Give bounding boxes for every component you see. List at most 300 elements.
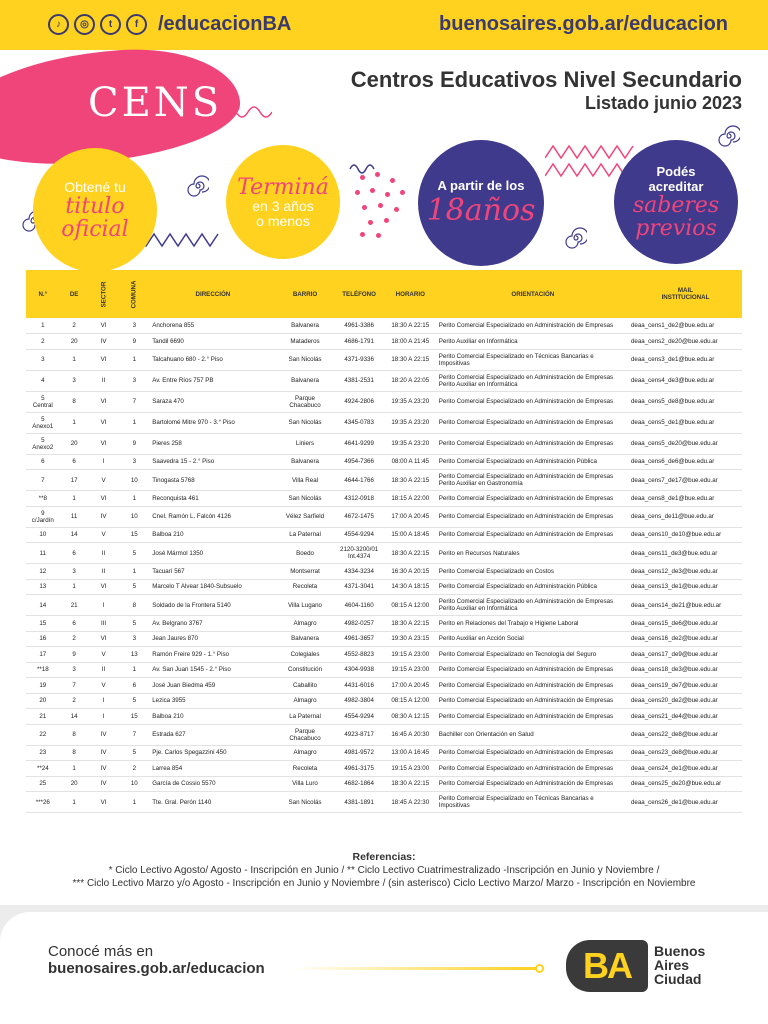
cell-orientacion-text: Perito Auxiliar en Gastronomía xyxy=(438,480,523,487)
cell-comuna xyxy=(118,370,150,391)
badge-text: Obtené tu xyxy=(64,178,126,195)
table-row xyxy=(26,433,742,454)
cell-mail xyxy=(629,564,742,580)
cell-orientacion xyxy=(437,693,629,709)
cell-telefono xyxy=(334,693,383,709)
cell-mail xyxy=(629,647,742,663)
cell-sector xyxy=(89,334,119,350)
cell-barrio-text: San Nicolás xyxy=(288,356,322,363)
cell-horario-text: 18:30 A 22:15 xyxy=(391,619,430,627)
cell-de xyxy=(60,761,89,777)
cell-telefono xyxy=(334,491,383,507)
cell-sector-text: VI xyxy=(100,419,107,426)
facebook-icon[interactable]: f xyxy=(126,14,147,35)
cell-number xyxy=(26,454,60,470)
cell-telefono xyxy=(334,792,383,813)
cell-de-text: 20 xyxy=(70,440,78,447)
cell-telefono-text: 4672-1475 xyxy=(344,513,374,520)
cell-sector-text: II xyxy=(101,549,106,557)
references-line: *** Ciclo Lectivo Marzo y/o Agosto - Inscripción en Junio y Noviembre / (sin asterisco) Ciclo Lectivo Marzo/ Marzo - Inscripción en Noviembre xyxy=(72,878,696,889)
cell-number xyxy=(26,412,60,433)
cell-horario xyxy=(384,470,437,491)
cell-sector-text: IV xyxy=(100,780,107,788)
cell-number-text: 7 xyxy=(41,476,45,484)
cell-orientacion-text: Perito Comercial Especializado en Administración de Empresas xyxy=(438,440,614,447)
cell-number xyxy=(26,616,60,632)
table-row xyxy=(26,776,742,792)
cell-barrio-text: Chacabuco xyxy=(289,734,321,742)
cell-horario xyxy=(384,724,437,745)
cell-horario-text: 18:15 A 22:00 xyxy=(391,494,430,502)
cell-barrio-text: Balvanera xyxy=(291,377,319,384)
cell-telefono-text: 4312-0918 xyxy=(344,494,374,502)
footer-intro: Conocé más en xyxy=(48,943,154,960)
cell-orientacion xyxy=(437,724,629,745)
cell-number-text: 10 xyxy=(39,531,47,539)
cell-telefono xyxy=(334,349,383,370)
cell-telefono xyxy=(334,391,383,412)
cell-orientacion xyxy=(437,543,629,564)
cell-de xyxy=(60,454,89,470)
badge-termina xyxy=(226,145,340,259)
cell-de-text: 20 xyxy=(70,337,78,345)
cell-horario-text: 14:30 A 18:15 xyxy=(391,583,430,591)
social-links xyxy=(48,14,147,35)
cell-orientacion xyxy=(437,709,629,725)
cell-mail-text: deaa_cens8_de1@bue.edu.ar xyxy=(630,494,715,502)
cell-horario xyxy=(384,391,437,412)
cell-comuna xyxy=(118,631,150,647)
cell-number-text: 3 xyxy=(41,356,45,363)
badge-text: Podés xyxy=(656,164,696,179)
top-bar xyxy=(0,0,768,50)
cell-number-text: Anexo1 xyxy=(32,422,54,430)
cell-horario-text: 16:30 A 20:15 xyxy=(391,567,430,575)
cell-telefono-text: Int.4374 xyxy=(347,553,371,560)
cell-telefono xyxy=(334,631,383,647)
cell-horario-text: 08:30 A 12:15 xyxy=(391,712,430,720)
cell-sector xyxy=(89,745,119,761)
cell-horario xyxy=(384,792,437,813)
cell-de-text: 21 xyxy=(70,601,78,609)
cell-mail xyxy=(629,412,742,433)
cell-number-text: 20 xyxy=(39,697,47,705)
cell-sector-text: VI xyxy=(100,635,107,643)
cell-horario xyxy=(384,647,437,663)
cell-barrio-text: La Paternal xyxy=(289,531,321,539)
cell-sector xyxy=(89,318,119,334)
cell-number-text: 5 xyxy=(41,436,45,444)
cell-barrio-text: San Nicolás xyxy=(288,494,322,502)
cell-telefono xyxy=(334,662,383,678)
cell-number xyxy=(26,776,60,792)
cell-de-text: 14 xyxy=(70,531,78,539)
table-row xyxy=(26,761,742,777)
cell-orientacion-text: Impositivas xyxy=(438,802,470,809)
cell-comuna xyxy=(118,776,150,792)
cell-horario-text: 17:00 A 20:45 xyxy=(391,681,430,689)
footer-link[interactable]: buenosaires.gob.ar/educacion xyxy=(48,960,265,977)
cell-direccion-text: Jean Jaures 870 xyxy=(152,635,198,643)
cell-mail xyxy=(629,491,742,507)
cell-de-text: 1 xyxy=(72,798,76,806)
cell-de-text: 17 xyxy=(70,476,78,484)
cell-orientacion xyxy=(437,527,629,543)
cell-mail-text: deaa_cens7_de17@bue.edu.ar xyxy=(630,476,718,484)
cell-telefono-text: 4961-3386 xyxy=(344,322,374,329)
cell-number xyxy=(26,470,60,491)
cell-direccion xyxy=(150,579,275,595)
cell-sector xyxy=(89,647,119,663)
cell-horario-text: 18:30 A 22:15 xyxy=(391,476,430,484)
cell-number xyxy=(26,433,60,454)
cell-mail-text: deaa_cens22_de8@bue.edu.ar xyxy=(630,731,718,738)
header-barrio: BARRIO xyxy=(276,270,335,318)
cell-barrio xyxy=(276,454,335,470)
cell-number-text: 4 xyxy=(41,377,45,384)
cell-comuna-text: 15 xyxy=(130,531,138,539)
cell-sector-text: II xyxy=(101,666,106,674)
cell-de-text: 1 xyxy=(72,419,76,426)
cell-telefono xyxy=(334,745,383,761)
cell-direccion xyxy=(150,678,275,694)
cell-barrio-text: Caballito xyxy=(292,681,318,689)
cell-horario xyxy=(384,412,437,433)
cell-telefono-text: 4961-3657 xyxy=(344,635,374,643)
cell-telefono-text: 4923-8717 xyxy=(344,731,374,738)
cell-barrio-text: Vélez Sarfield xyxy=(285,513,325,520)
badge-script-text: titulo xyxy=(65,193,125,219)
cell-telefono-text: 4982-3804 xyxy=(344,697,374,705)
cell-orientacion xyxy=(437,595,629,616)
cell-de xyxy=(60,693,89,709)
cell-de xyxy=(60,370,89,391)
cell-barrio-text: Almagro xyxy=(293,619,317,627)
cell-comuna xyxy=(118,616,150,632)
ba-brand-line: Aires xyxy=(654,957,690,973)
cell-sector-text: VI xyxy=(100,440,107,447)
cell-comuna xyxy=(118,433,150,454)
cell-horario xyxy=(384,616,437,632)
cell-horario xyxy=(384,631,437,647)
cell-direccion xyxy=(150,454,275,470)
cell-horario xyxy=(384,349,437,370)
footer-divider xyxy=(292,967,537,970)
cell-telefono-text: 4644-1766 xyxy=(344,476,374,484)
cell-mail-text: deaa_cens24_de1@bue.edu.ar xyxy=(630,764,718,772)
cell-sector-text: V xyxy=(101,476,106,484)
cell-horario-text: 19:15 A 23:00 xyxy=(391,650,430,658)
cell-direccion xyxy=(150,433,275,454)
cell-direccion-text: Av. San Juan 1545 - 2.° Piso xyxy=(152,666,231,674)
cell-comuna-text: 1 xyxy=(132,666,137,674)
cell-mail xyxy=(629,776,742,792)
cell-direccion xyxy=(150,595,275,616)
cell-telefono-text: 4954-7366 xyxy=(344,458,374,466)
cell-orientacion xyxy=(437,662,629,678)
cell-horario xyxy=(384,678,437,694)
cell-comuna-text: 10 xyxy=(130,513,138,520)
cell-sector-text: IV xyxy=(100,513,107,520)
badge-script-text: oficial xyxy=(61,216,129,242)
cell-mail xyxy=(629,792,742,813)
cell-comuna xyxy=(118,391,150,412)
instagram-icon[interactable]: ◎ xyxy=(74,14,95,35)
cell-number-text: 25 xyxy=(39,780,47,788)
cell-de-text: 8 xyxy=(72,398,76,405)
twitter-icon[interactable]: t xyxy=(100,14,121,35)
cell-comuna-text: 9 xyxy=(132,337,137,345)
cell-barrio-text: Parque xyxy=(295,727,315,735)
cell-barrio-text: Almagro xyxy=(293,749,317,757)
cell-barrio-text: Villa Real xyxy=(292,476,319,484)
cell-mail-text: deaa_cens5_de20@bue.edu.ar xyxy=(630,440,718,447)
cell-barrio-text: San Nicolás xyxy=(288,419,322,426)
cell-telefono xyxy=(334,543,383,564)
cell-mail xyxy=(629,349,742,370)
cell-de xyxy=(60,506,89,527)
cell-comuna-text: 5 xyxy=(132,619,137,627)
references-title: Referencias: xyxy=(352,851,416,863)
page-title: Centros Educativos Nivel Secundario xyxy=(350,67,742,92)
cell-barrio-text: Balvanera xyxy=(291,322,319,329)
cell-number xyxy=(26,693,60,709)
cell-de xyxy=(60,433,89,454)
cell-comuna-text: 5 xyxy=(132,583,137,591)
cell-telefono xyxy=(334,412,383,433)
cell-horario-text: 19:15 A 23:00 xyxy=(391,666,430,674)
cell-mail-text: deaa_cens21_de4@bue.edu.ar xyxy=(630,712,718,720)
cell-orientacion-text: Perito Comercial Especializado en Administración de Empresas xyxy=(438,531,614,539)
table-row xyxy=(26,792,742,813)
cell-mail xyxy=(629,470,742,491)
cell-de xyxy=(60,391,89,412)
cell-orientacion-text: Perito Comercial Especializado en Administración de Empresas xyxy=(438,749,614,757)
cell-orientacion-text: Perito Comercial Especializado en Costos xyxy=(438,567,554,575)
cell-barrio xyxy=(276,792,335,813)
cell-orientacion xyxy=(437,616,629,632)
cell-barrio-text: La Paternal xyxy=(289,712,321,720)
cell-direccion-text: Balboa 210 xyxy=(152,712,184,720)
cell-mail-text: deaa_cens2_de20@bue.edu.ar xyxy=(630,337,718,345)
cell-telefono xyxy=(334,318,383,334)
table-row xyxy=(26,616,742,632)
cell-number-text: 14 xyxy=(39,601,47,609)
spiral-decoration xyxy=(187,175,209,197)
cell-comuna xyxy=(118,761,150,777)
badge-titulo-oficial xyxy=(33,148,157,272)
cell-direccion xyxy=(150,616,275,632)
cell-number xyxy=(26,391,60,412)
cell-sector xyxy=(89,579,119,595)
cell-orientacion-text: Perito Comercial Especializado en Administración de Empresas xyxy=(438,398,614,405)
cell-sector xyxy=(89,506,119,527)
cell-sector xyxy=(89,678,119,694)
site-link[interactable]: buenosaires.gob.ar/educacion xyxy=(439,13,728,35)
cell-barrio xyxy=(276,370,335,391)
cell-mail xyxy=(629,334,742,350)
cell-barrio xyxy=(276,776,335,792)
cell-direccion xyxy=(150,564,275,580)
cell-telefono xyxy=(334,370,383,391)
cell-mail xyxy=(629,391,742,412)
cell-barrio-text: Villa Lugano xyxy=(288,601,322,609)
cell-orientacion-text: Perito Comercial Especializado en Administración de Empresas xyxy=(438,322,614,329)
cell-comuna xyxy=(118,724,150,745)
cell-mail-text: deaa_cens12_de3@bue.edu.ar xyxy=(630,567,718,575)
cell-comuna xyxy=(118,412,150,433)
cell-mail xyxy=(629,506,742,527)
cell-comuna xyxy=(118,745,150,761)
page-subtitle: Listado junio 2023 xyxy=(584,93,742,113)
cell-mail-text: deaa_cens4_de3@bue.edu.ar xyxy=(630,377,715,384)
cell-direccion-text: García de Cossio 5570 xyxy=(152,780,216,788)
cell-de-text: 3 xyxy=(72,666,76,674)
cell-barrio-text: Boedo xyxy=(296,549,314,557)
cell-telefono-text: 4345-0783 xyxy=(344,419,374,426)
cell-de xyxy=(60,678,89,694)
cell-comuna-text: 1 xyxy=(132,494,137,502)
cell-telefono-text: 4554-9294 xyxy=(344,531,374,539)
cell-mail-text: deaa_cens17_de9@bue.edu.ar xyxy=(630,650,718,658)
cell-orientacion xyxy=(437,761,629,777)
cell-direccion xyxy=(150,724,275,745)
cell-sector-text: V xyxy=(101,681,106,689)
cell-direccion-text: Av. Belgrano 3767 xyxy=(152,619,203,627)
cell-comuna-text: 9 xyxy=(132,440,137,447)
cell-barrio-text: Recoleta xyxy=(292,583,318,591)
header-n: N.° xyxy=(26,270,60,318)
cell-orientacion xyxy=(437,776,629,792)
cell-direccion xyxy=(150,693,275,709)
cell-orientacion-text: Perito Comercial Especializado en Administración de Empresas xyxy=(438,373,614,381)
cell-mail xyxy=(629,724,742,745)
cell-orientacion-text: Perito Comercial Especializado en Administración de Empresas xyxy=(438,780,614,788)
cell-mail-text: deaa_cens13_de1@bue.edu.ar xyxy=(630,583,718,591)
cell-comuna-text: 10 xyxy=(130,780,138,788)
table-row xyxy=(26,412,742,433)
cell-number-text: **18 xyxy=(36,666,49,674)
cell-orientacion-text: Perito Comercial Especializado en Administración de Empresas xyxy=(438,513,614,520)
cell-de-text: 6 xyxy=(72,619,76,627)
cell-telefono xyxy=(334,470,383,491)
cell-comuna-text: 3 xyxy=(132,322,137,329)
cell-direccion xyxy=(150,761,275,777)
cell-horario-text: 19:35 A 23:20 xyxy=(391,440,430,447)
cell-telefono xyxy=(334,579,383,595)
cell-sector xyxy=(89,761,119,777)
table-row xyxy=(26,506,742,527)
header-mail-label: INSTITUCIONAL xyxy=(661,294,710,301)
cell-number xyxy=(26,370,60,391)
cell-number xyxy=(26,564,60,580)
cell-direccion-text: Tte. Gral. Perón 1140 xyxy=(152,798,212,806)
cell-barrio-text: Villa Luro xyxy=(292,780,318,788)
cell-telefono xyxy=(334,595,383,616)
cell-mail xyxy=(629,370,742,391)
cell-barrio xyxy=(276,595,335,616)
cell-de-text: 1 xyxy=(72,494,76,502)
cell-mail-text: deaa_cens25_de20@bue.edu.ar xyxy=(630,780,722,788)
cell-orientacion xyxy=(437,454,629,470)
cell-orientacion xyxy=(437,579,629,595)
cell-mail xyxy=(629,745,742,761)
header-telefono: TELÉFONO xyxy=(334,270,383,318)
cell-sector xyxy=(89,724,119,745)
cell-number xyxy=(26,506,60,527)
cell-telefono-text: 4604-1160 xyxy=(344,601,374,609)
cell-mail-text: deaa_cens14_de21@bue.edu.ar xyxy=(630,601,722,609)
spiral-decoration xyxy=(718,125,740,147)
cell-horario-text: 08:00 A 11:45 xyxy=(391,458,429,466)
cell-de-text: 2 xyxy=(72,697,76,705)
cell-number xyxy=(26,662,60,678)
cell-telefono xyxy=(334,724,383,745)
cell-horario-text: 18:30 A 22:15 xyxy=(391,322,430,329)
cell-number xyxy=(26,595,60,616)
cell-horario xyxy=(384,491,437,507)
cell-barrio-text: Balvanera xyxy=(291,635,319,643)
cell-telefono-text: 4334-3234 xyxy=(344,567,374,575)
tiktok-icon[interactable]: ♪ xyxy=(48,14,69,35)
cell-direccion-text: Lezica 3955 xyxy=(152,697,186,705)
cell-telefono-text: 4982-0257 xyxy=(344,619,374,627)
cell-mail xyxy=(629,433,742,454)
cell-number xyxy=(26,349,60,370)
cell-de-text: 3 xyxy=(72,567,76,575)
cell-mail xyxy=(629,543,742,564)
cell-mail xyxy=(629,631,742,647)
cell-de-text: 1 xyxy=(72,583,76,591)
cell-telefono xyxy=(334,334,383,350)
badge-18-anos xyxy=(418,140,544,266)
cell-horario xyxy=(384,776,437,792)
cell-direccion-text: Balboa 210 xyxy=(152,531,184,539)
cell-number-text: 13 xyxy=(39,583,47,591)
cell-comuna xyxy=(118,693,150,709)
cell-direccion-text: Reconquista 461 xyxy=(152,494,199,502)
cell-telefono xyxy=(334,616,383,632)
cell-number xyxy=(26,527,60,543)
header-horario: HORARIO xyxy=(384,270,437,318)
ba-logo: BA xyxy=(566,940,648,992)
cell-number-text: 11 xyxy=(39,549,47,557)
cell-orientacion-text: Perito Comercial Especializado en Administración de Empresas xyxy=(438,494,614,502)
header-comuna-label: COMUNA xyxy=(130,280,138,308)
social-handle[interactable]: /educacionBA xyxy=(158,13,292,35)
cell-direccion-text: Talcahuano 680 - 2.° Piso xyxy=(152,356,223,363)
cell-direccion xyxy=(150,792,275,813)
cell-mail xyxy=(629,579,742,595)
cell-mail-text: deaa_cens6_de6@bue.edu.ar xyxy=(630,458,715,466)
cell-comuna-text: 2 xyxy=(132,764,137,772)
references-line: * Ciclo Lectivo Agosto/ Agosto - Inscripción en Junio / ** Ciclo Lectivo Cuatrimestralizado -Inscripción en Junio y Noviembre / xyxy=(108,865,660,876)
cell-barrio xyxy=(276,391,335,412)
cell-number xyxy=(26,543,60,564)
badge-text: en 3 años xyxy=(252,197,314,214)
cell-de xyxy=(60,543,89,564)
cell-orientacion-text: Perito Comercial Especializado en Administración de Empresas xyxy=(438,419,614,426)
cell-sector xyxy=(89,433,119,454)
cell-sector-text: VI xyxy=(100,322,107,329)
cell-telefono xyxy=(334,761,383,777)
cell-direccion-text: Pieres 258 xyxy=(152,440,182,447)
cell-comuna xyxy=(118,647,150,663)
cell-comuna xyxy=(118,579,150,595)
cell-direccion xyxy=(150,491,275,507)
cell-de xyxy=(60,579,89,595)
cell-de xyxy=(60,709,89,725)
